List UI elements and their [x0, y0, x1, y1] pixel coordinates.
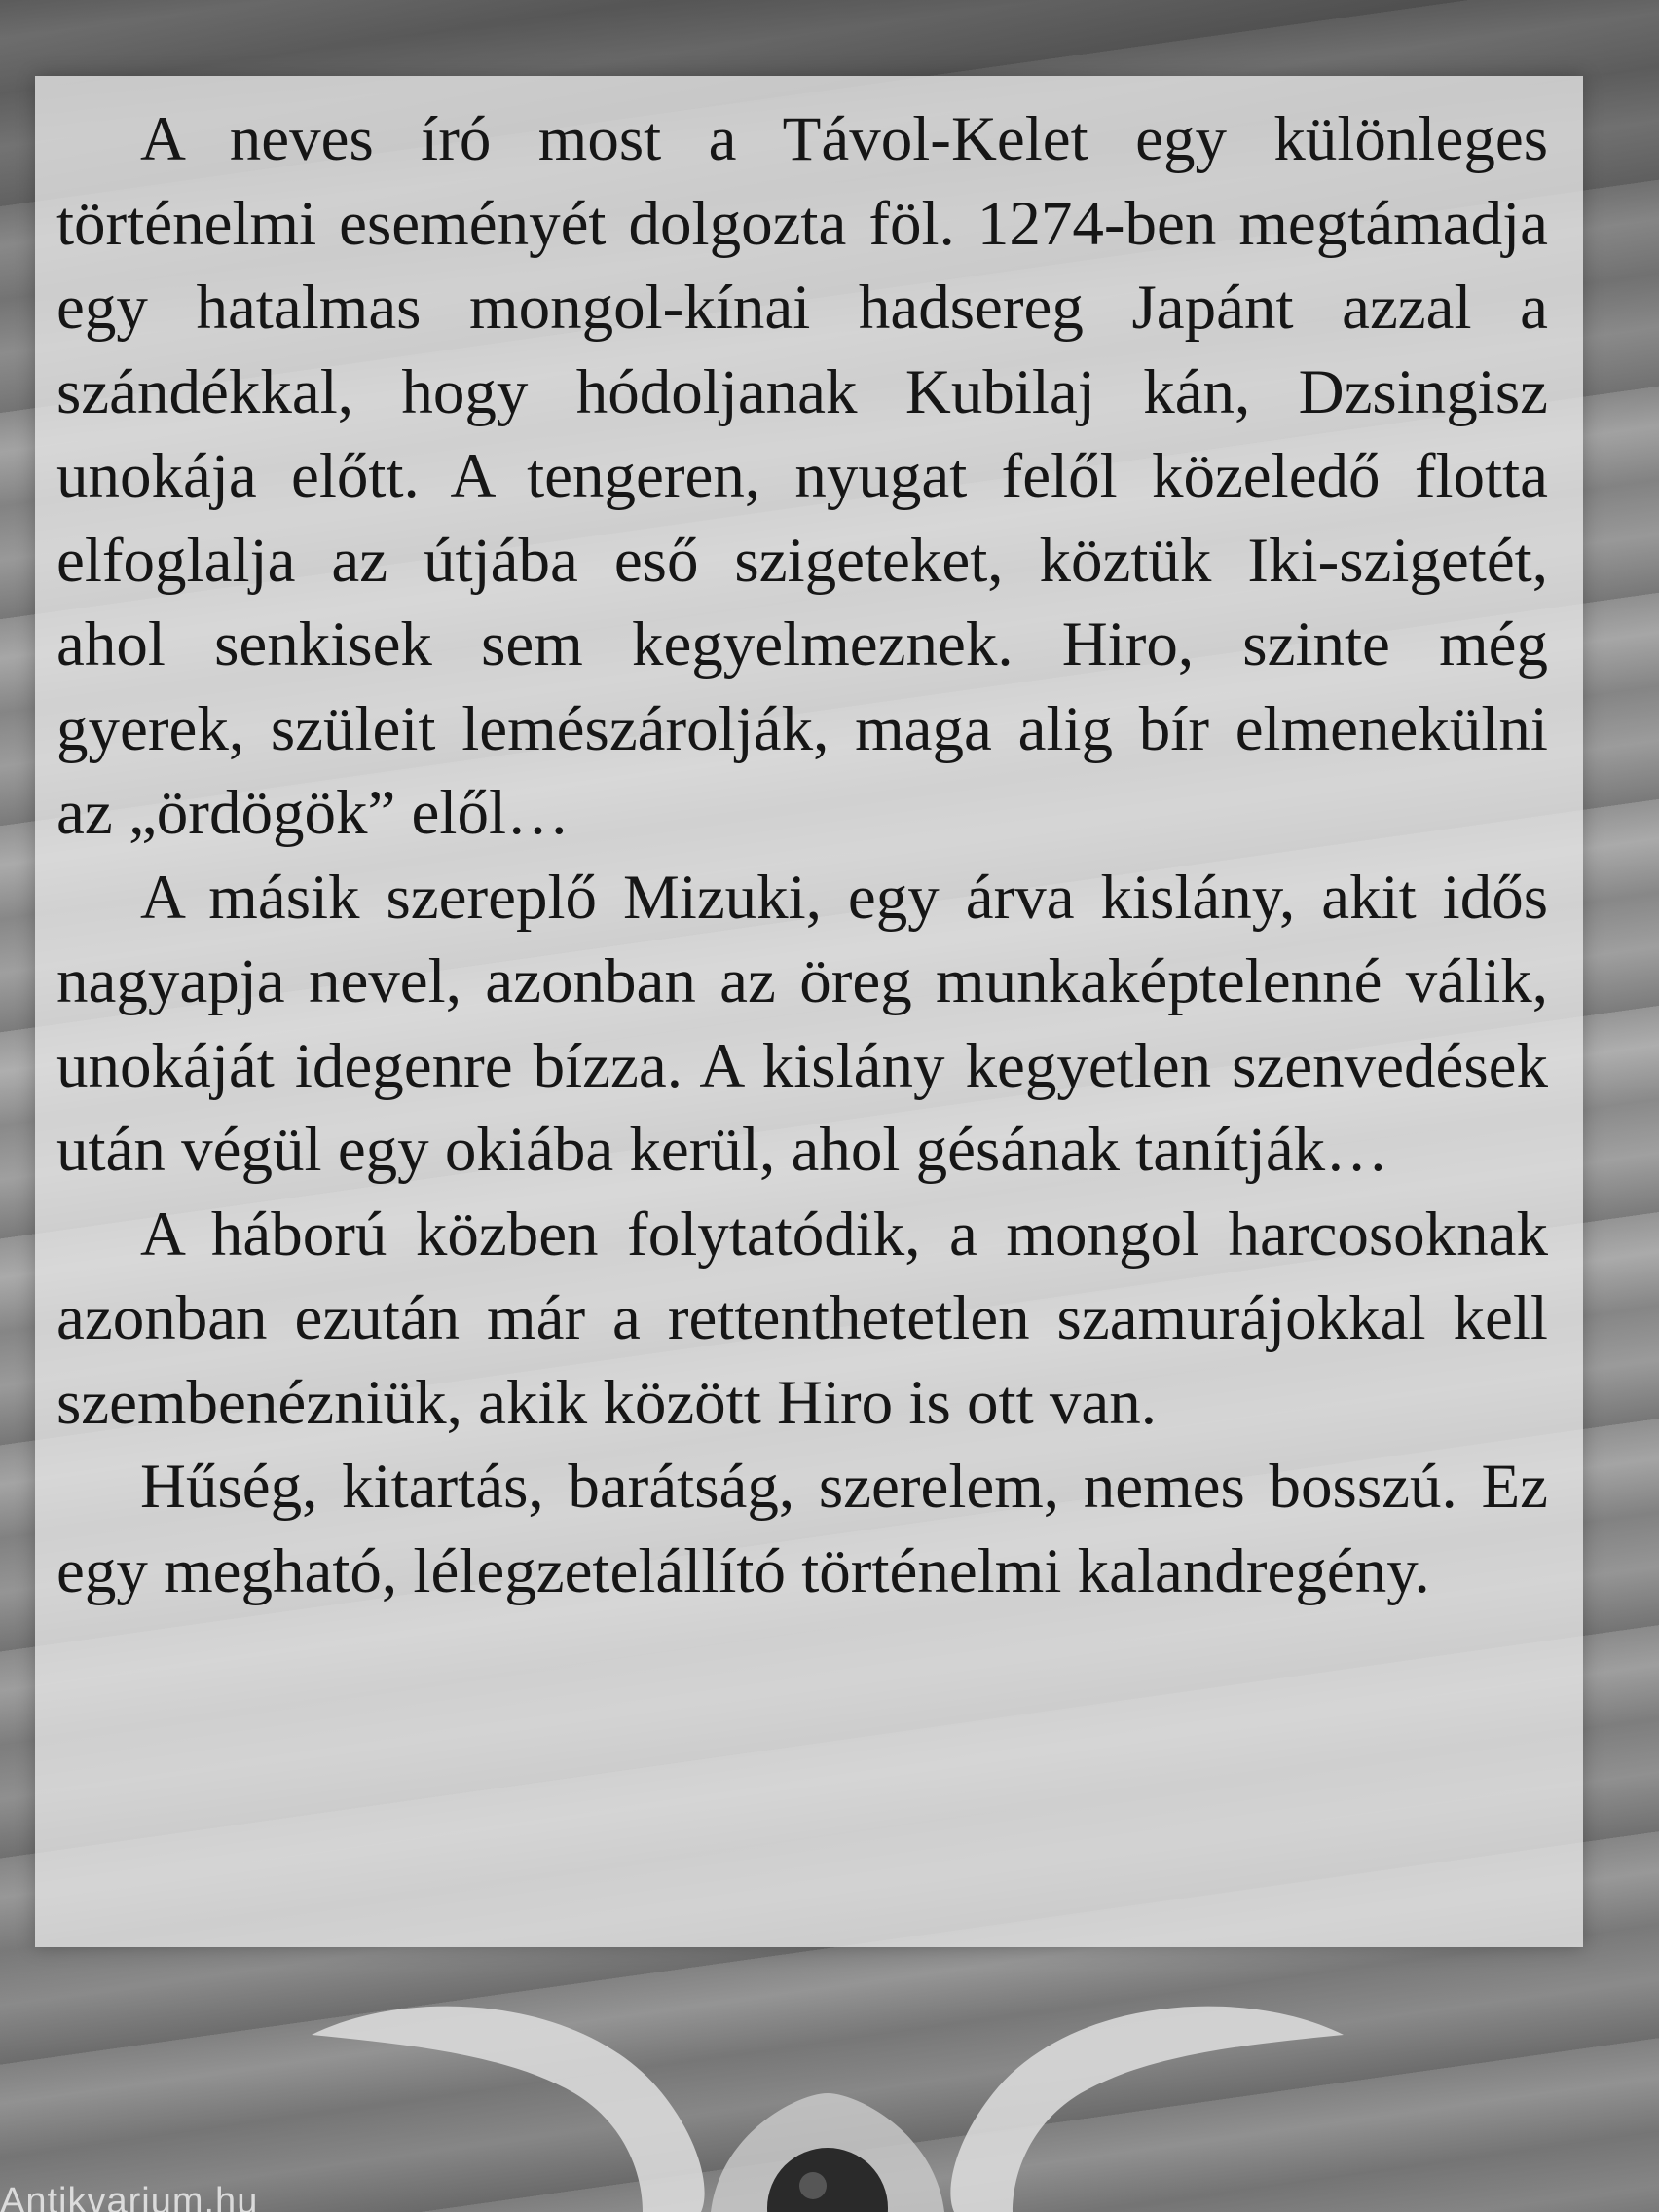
watermark-text: Antikvarium.hu [0, 2181, 259, 2212]
paragraph-3: A háború közben folytatódik, a mongol harcosoknak azonban ezután már a rettenthetetlen szamurájokkal kell szembenézniük, akik között Hiro is ott van. [56, 1198, 1548, 1438]
paragraph-4: Hűség, kitartás, barátság, szerelem, nemes bosszú. Ez egy megható, lélegzetelállító történelmi kalandregény. [56, 1452, 1548, 1606]
decorative-ornament-icon [292, 1976, 1363, 2212]
paragraph-1: A neves író most a Távol-Kelet egy különleges történelmi eseményét dolgozta föl. 1274-ben megtámadja egy hatalmas mongol-kínai hadsereg Japánt azzal a szándékkal, hogy hódoljanak Kubilaj kán, Dzsingisz unokája előtt. A tengeren, nyugat felől közeledő flotta elfoglalja az útjába eső szigeteket, köztük Iki-szigetét, ahol senkisek sem kegyelmeznek. Hiro, szinte még gyerek, szüleit lemészárolják, maga alig bír elmenekülni az „ördögök” elől… [56, 104, 1548, 848]
blurb-text [56, 97, 1548, 1613]
paragraph-2: A másik szereplő Mizuki, egy árva kislány, akit idős nagyapja nevel, azonban az öreg munkaképtelenné válik, unokáját idegenre bízza. A kislány kegyetlen szenvedések után végül egy okiába kerül, ahol gésának tanítják… [56, 862, 1548, 1185]
